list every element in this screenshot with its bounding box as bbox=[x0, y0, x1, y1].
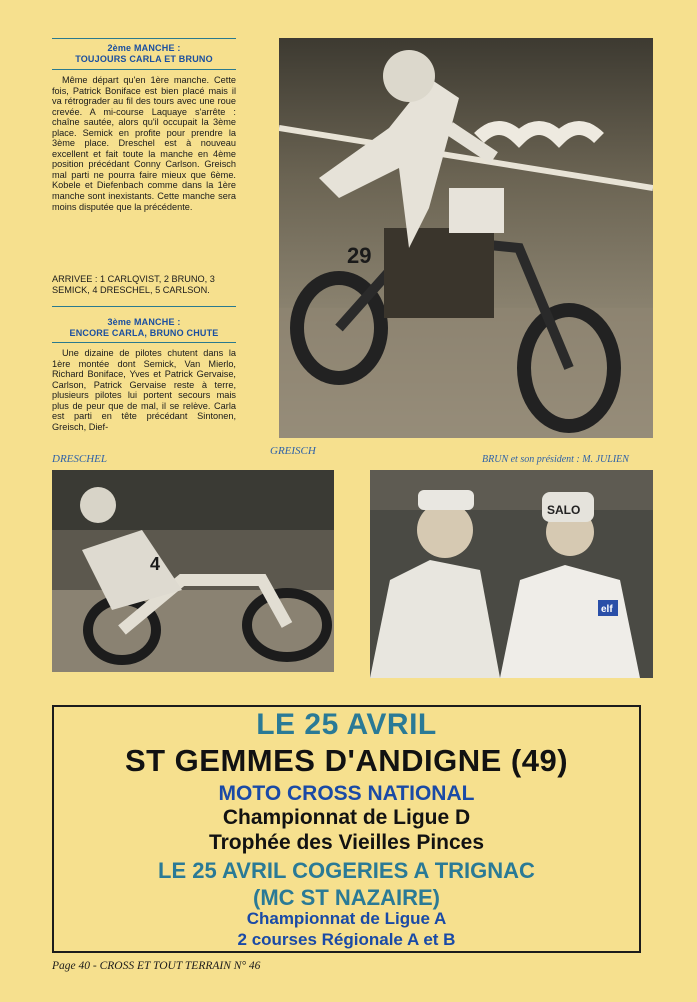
announcement-second-championship: Championnat de Ligue A bbox=[246, 909, 447, 928]
brun-caption: BRUN et son président : M. JULIEN bbox=[482, 454, 629, 465]
announcement-event: MOTO CROSS NATIONAL bbox=[218, 782, 475, 805]
brun-portrait-image bbox=[370, 470, 653, 678]
section-rule bbox=[52, 38, 236, 39]
announcement-date: LE 25 AVRIL bbox=[256, 708, 437, 741]
section-rule bbox=[52, 69, 236, 70]
announcement-trophy: Trophée des Vieilles Pinces bbox=[208, 831, 485, 854]
section2-result: ARRIVEE : 1 CARLQVIST, 2 BRUNO, 3 SEMICK, 4 DRESCHEL, 5 CARLSON. bbox=[52, 274, 215, 295]
dreschel-caption: DRESCHEL bbox=[52, 453, 107, 465]
page-footer: Page 40 - CROSS ET TOUT TERRAIN N° 46 bbox=[52, 960, 261, 972]
section-rule bbox=[52, 306, 236, 307]
dreschel-photo bbox=[52, 470, 334, 672]
cap-logo: SALO bbox=[547, 503, 581, 517]
section-rule bbox=[52, 342, 236, 343]
greisch-motocross-image bbox=[279, 38, 653, 438]
jacket-logo: elf bbox=[601, 604, 613, 615]
announcement-championship: Championnat de Ligue D bbox=[222, 806, 471, 829]
section3-body: Une dizaine de pilotes chutent dans la 1ère montée dont Semick, Van Mierlo, Richard Boniface, Yves et Patrick Gervaise, Carlson, Patrick Gervaise reste à terre, plusieurs pilotes lui portent secours mais plus de peur que de mal, il se relève. Carla est parti en tête précédant Sintonen, Greisch, Dief- bbox=[52, 348, 236, 432]
section2-body: Même départ qu'en 1ère manche. Cette fois, Patrick Boniface est bien placé mais il va rétrograder au fil des tours avec une roue crevée. A mi-course Laquaye s'arrête : chaîne sautée, alors qu'il occupait la 3ème place. Semick en profite pour prendre la 3ème place. Dreschel est à nouveau excellent et fait toute la manche en 4ème position précédant Conny Carlson. Greisch mal parti ne pourra faire mieux que 6ème. Kobele et Diefenbach comme dans la 1ère manche sont inexistants. Cette manche sera moins disputée que la précédente. bbox=[52, 75, 236, 212]
section2-heading: 2ème MANCHE : TOUJOURS CARLA ET BRUNO bbox=[75, 43, 213, 64]
brun-photo bbox=[370, 470, 653, 678]
announcement-club: (MC ST NAZAIRE) bbox=[253, 885, 440, 910]
announcement-second-event: LE 25 AVRIL COGERIES A TRIGNAC bbox=[158, 858, 535, 883]
announcement-races: 2 courses Régionale A et B bbox=[237, 930, 456, 949]
bike-number: 4 bbox=[150, 554, 161, 574]
announcement-place: ST GEMMES D'ANDIGNE (49) bbox=[124, 743, 569, 778]
greisch-photo bbox=[279, 38, 653, 438]
section3-heading: 3ème MANCHE : ENCORE CARLA, BRUNO CHUTE bbox=[69, 317, 219, 338]
dreschel-motocross-image bbox=[52, 470, 334, 672]
greisch-caption: GREISCH bbox=[270, 445, 316, 457]
bike-number: 29 bbox=[347, 243, 372, 268]
